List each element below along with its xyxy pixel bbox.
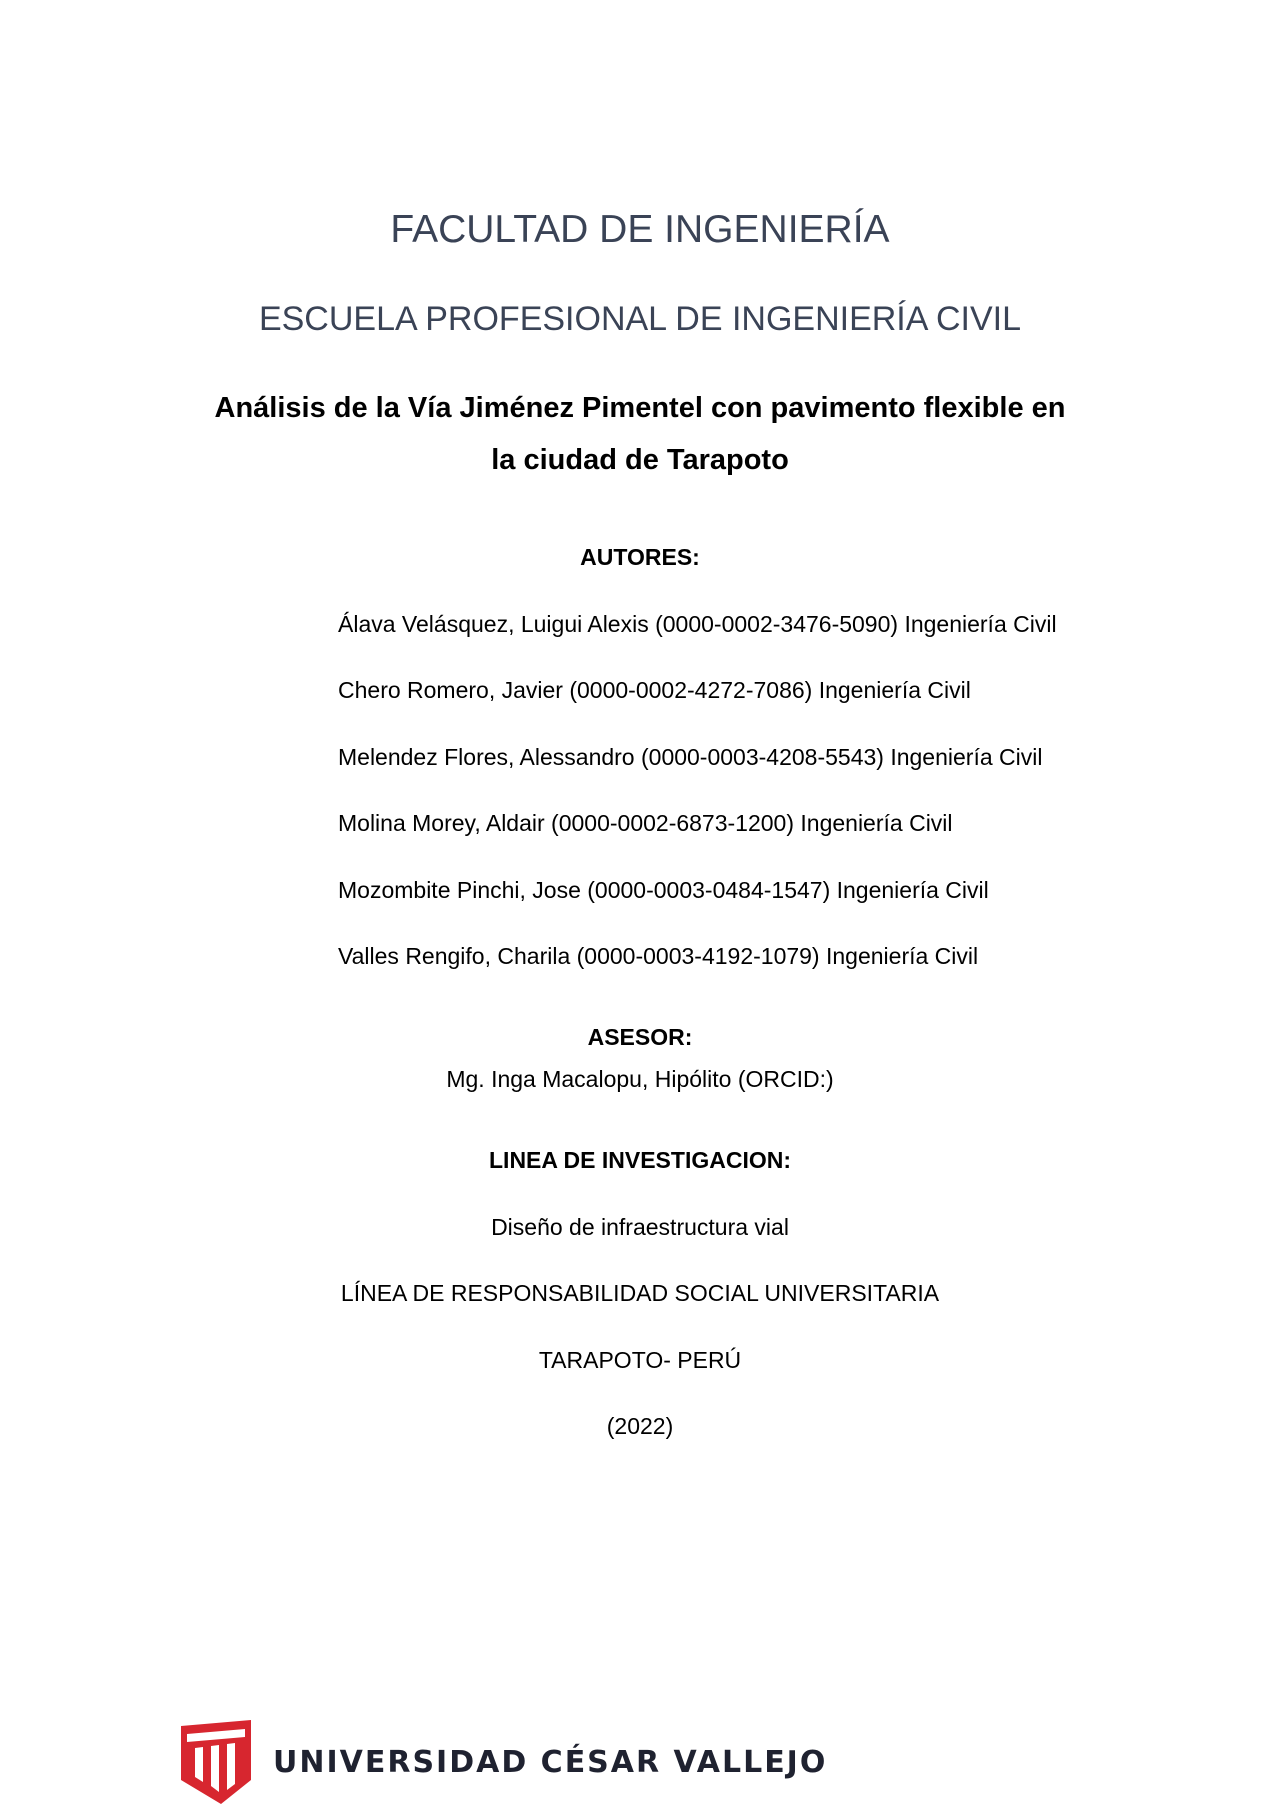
advisor-name: Mg. Inga Macalopu, Hipólito (ORCID:) [446,1066,834,1092]
author-entry: Mozombite Pinchi, Jose (0000-0003-0484-1547) Ingeniería Civil [338,877,989,903]
title-line-1: Análisis de la Vía Jiménez Pimentel con pavimento flexible en [214,392,1066,424]
social-responsibility-line: LÍNEA DE RESPONSABILIDAD SOCIAL UNIVERSITARIA [340,1280,940,1306]
author-entry: Valles Rengifo, Charila (0000-0003-4192-1079) Ingeniería Civil [338,943,979,969]
author-entry: Molina Morey, Aldair (0000-0002-6873-1200) Ingeniería Civil [338,810,953,836]
author-entry: Álava Velásquez, Luigui Alexis (0000-0002-3476-5090) Ingeniería Civil [338,611,1057,637]
school-heading: ESCUELA PROFESIONAL DE INGENIERÍA CIVIL [258,300,1022,338]
faculty-heading: FACULTAD DE INGENIERÍA [390,208,890,251]
university-name: UNIVERSIDAD CÉSAR VALLEJO [273,1744,828,1780]
advisor-heading: ASESOR: [587,1024,693,1050]
research-line-heading: LINEA DE INVESTIGACION: [489,1147,791,1173]
university-logo [181,1720,827,1804]
title-line-2: la ciudad de Tarapoto [491,444,789,476]
authors-heading: AUTORES: [580,544,700,570]
document-title [0,382,1280,486]
research-line: Diseño de infraestructura vial [491,1214,789,1240]
author-entry: Chero Romero, Javier (0000-0002-4272-7086) Ingeniería Civil [338,677,971,703]
place: TARAPOTO- PERÚ [538,1347,742,1373]
university-shield-icon [181,1720,255,1804]
year: (2022) [606,1413,674,1439]
author-entry: Melendez Flores, Alessandro (0000-0003-4208-5543) Ingeniería Civil [338,744,1043,770]
